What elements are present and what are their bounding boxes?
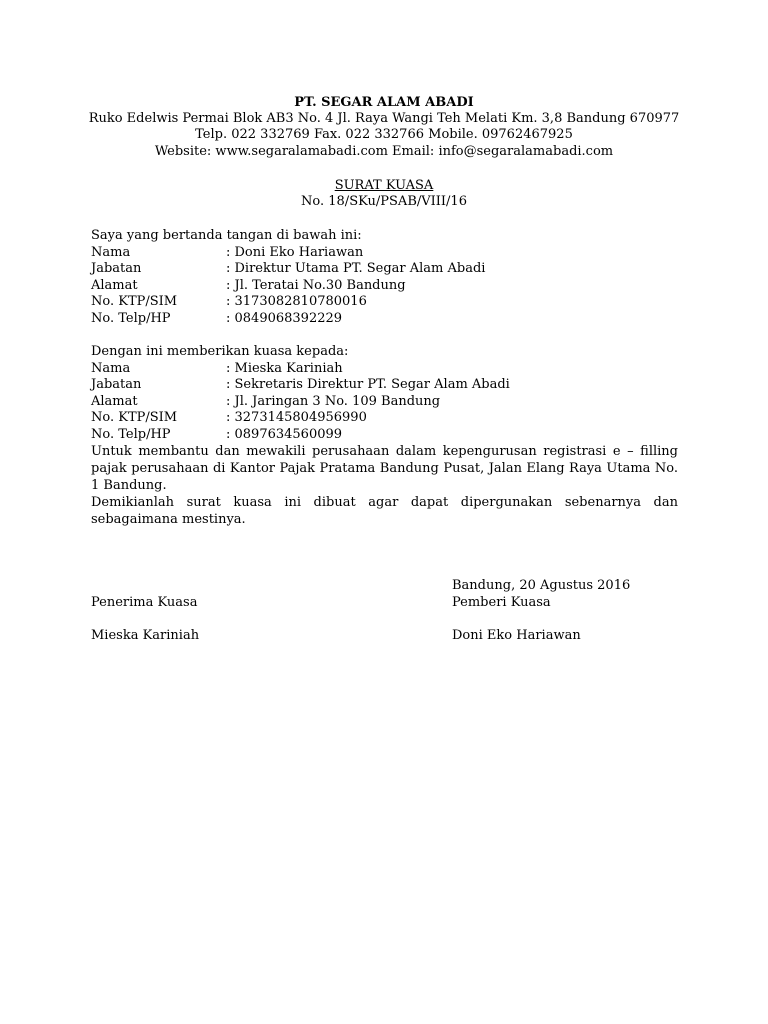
grantor-value-position: : Direktur Utama PT. Segar Alam Abadi — [226, 261, 486, 276]
company-contact: Telp. 022 332769 Fax. 022 332766 Mobile. 09762467925 — [195, 127, 573, 142]
grantor-label-id: No. KTP/SIM — [91, 294, 178, 309]
grantee-label-name: Nama — [91, 361, 131, 376]
grantee-value-phone: : 0897634560099 — [226, 427, 343, 442]
grantor-label-name: Nama — [91, 245, 131, 260]
grantor-label-position: Jabatan — [91, 261, 142, 276]
grantee-value-address: : Jl. Jaringan 3 No. 109 Bandung — [226, 394, 441, 409]
grantee-value-id: : 3273145804956990 — [226, 410, 367, 425]
grantor-intro: Saya yang bertanda tangan di bawah ini: — [91, 228, 362, 243]
giver-label: Pemberi Kuasa — [452, 595, 551, 610]
grantee-value-position: : Sekretaris Direktur PT. Segar Alam Abadi — [226, 377, 510, 392]
grantee-label-address: Alamat — [91, 394, 138, 409]
grantee-intro: Dengan ini memberikan kuasa kepada: — [91, 344, 349, 359]
grantee-label-phone: No. Telp/HP — [91, 427, 171, 442]
receiver-name: Mieska Kariniah — [91, 628, 200, 643]
company-address: Ruko Edelwis Permai Blok AB3 No. 4 Jl. Raya Wangi Teh Melati Km. 3,8 Bandung 670977 — [88, 111, 680, 126]
grantee-label-position: Jabatan — [91, 377, 142, 392]
grantee-label-id: No. KTP/SIM — [91, 410, 178, 425]
grantor-value-id: : 3173082810780016 — [226, 294, 367, 309]
letter-number: No. 18/SKu/PSAB/VIII/16 — [301, 194, 467, 209]
grantor-label-address: Alamat — [91, 278, 138, 293]
grantor-value-name: : Doni Eko Hariawan — [226, 245, 364, 260]
grantor-value-phone: : 0849068392229 — [226, 311, 343, 326]
closing-paragraph: Demikianlah surat kuasa ini dibuat agar dapat dipergunakan sebenarnya dan sebagaimana mestinya. — [91, 495, 678, 527]
purpose-paragraph: Untuk membantu dan mewakili perusahaan dalam kepengurusan registrasi e – filling pajak perusahaan di Kantor Pajak Pratama Bandung Pusat, Jalan Elang Raya Utama No. 1 Bandung. — [91, 444, 678, 493]
grantor-label-phone: No. Telp/HP — [91, 311, 171, 326]
place-date: Bandung, 20 Agustus 2016 — [452, 578, 631, 593]
giver-name: Doni Eko Hariawan — [452, 628, 581, 643]
company-web: Website: www.segaralamabadi.com Email: info@segaralamabadi.com — [154, 144, 614, 159]
company-name: PT. SEGAR ALAM ABADI — [294, 95, 474, 110]
grantor-value-address: : Jl. Teratai No.30 Bandung — [226, 278, 406, 293]
receiver-label: Penerima Kuasa — [91, 595, 198, 610]
grantee-value-name: : Mieska Kariniah — [226, 361, 343, 376]
letter-title: SURAT KUASA — [334, 178, 434, 193]
